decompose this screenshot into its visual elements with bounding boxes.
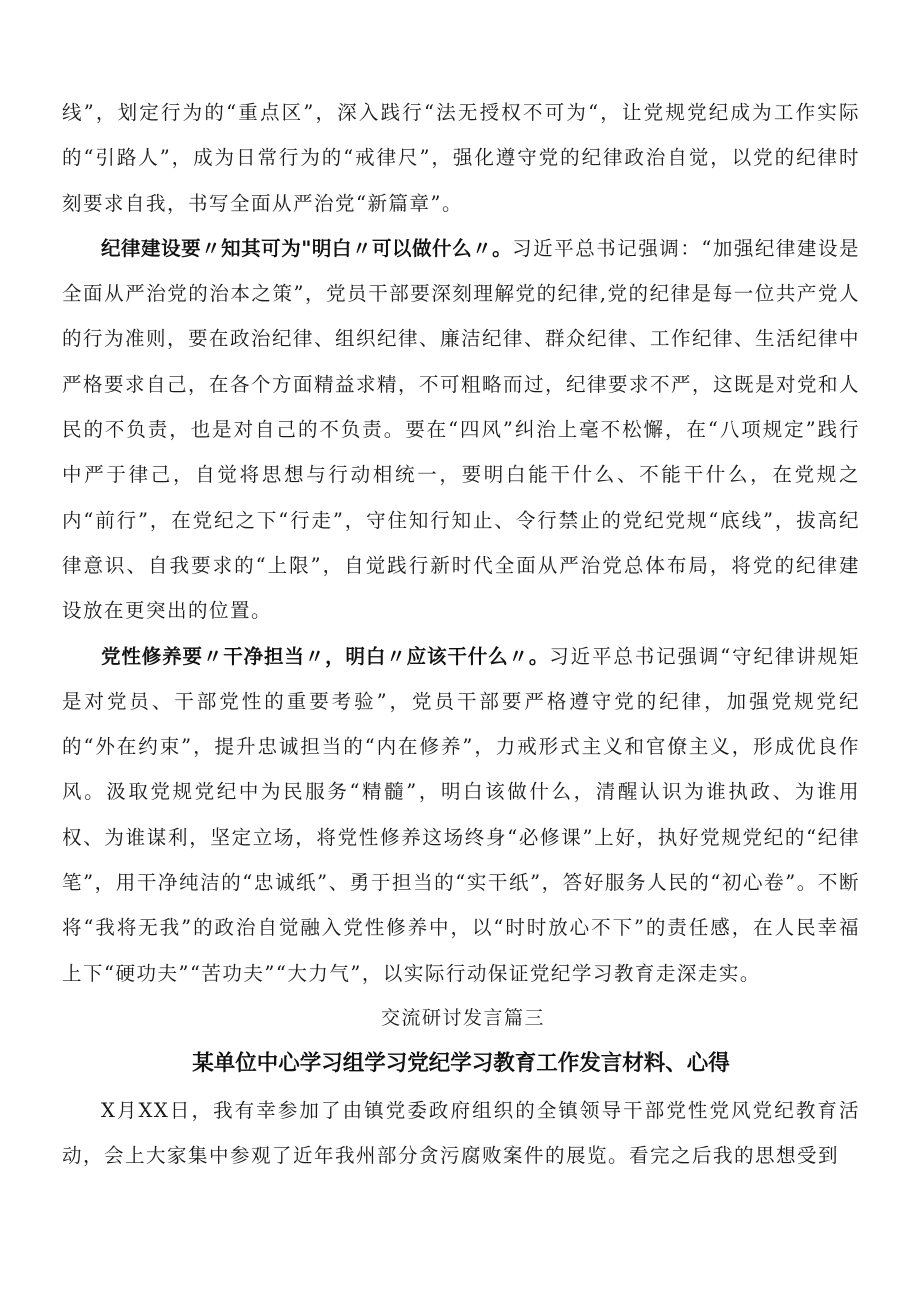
document-page: [62, 90, 860, 1179]
paragraph-opening: X月XX日，我有幸参加了由镇党委政府组织的全镇领导干部党性党风党纪教育活动，会上大家集中参观了近年我州部分贪污腐败案件的展览。看完之后我的思想受到: [62, 1098, 860, 1168]
paragraph-party-spirit: [62, 634, 860, 996]
paragraph-discipline-building: [62, 226, 860, 634]
paragraph-continuation: 线”，划定行为的“重点区”，深入践行“法无授权不可为“，让党规党纪成为工作实际的“引路人”，成为日常行为的“戒律尺”，强化遵守党的纪律政治自觉，以党的纪律时刻要求自我，书写全面从严治党“新篇章”。: [62, 101, 860, 215]
paragraph-lead-heading: 纪律建设要〃知其可为"明白〃可以做什么〃。: [101, 236, 513, 260]
paragraph-lead-heading: 党性修养要〃干净担当〃，明白〃应该干什么〃。: [101, 644, 550, 668]
paragraph-body: 习近平总书记强调“守纪律讲规矩是对党员、干部党性的重要考验”，党员干部要严格遵守党的纪律，加强党规党纪的“外在约束”，提升忠诚担当的“内在修养”，力戒形式主义和官僚主义，形成优良作风。汲取党规党纪中为民服务“精髓”，明白该做什么，清醒认识为谁执政、为谁用权、为谁谋利，坚定立场，将党性修养这场终身“必修课”上好，执好党规党纪的“纪律笔”，用干净纯洁的“忠诚纸”、勇于担当的“实干纸”，答好服务人民的“初心卷”。不断将“我将无我”的政治自觉融入党性修养中，以“时时放心不下”的责任感，在人民幸福上下“硬功夫”“苦功夫”“大力气”，以实际行动保证党纪学习教育走深走实。: [62, 644, 860, 985]
document-title: 某单位中心学习组学习党纪学习教育工作发言材料、心得: [192, 1050, 730, 1076]
paragraph-body: 习近平总书记强调：“加强纪律建设是全面从严治党的治本之策”，党员干部要深刻理解党的纪律,党的纪律是每一位共产党人的行为准则，要在政治纪律、组织纪律、廉洁纪律、群众纪律、工作纪律、生活纪律中严格要求自己，在各个方面精益求精，不可粗略而过，纪律要求不严，这既是对党和人民的不负责，也是对自己的不负责。要在“四风”纠治上毫不松懈，在“八项规定”践行中严于律己，自觉将思想与行动相统一，要明白能干什么、不能干什么，在党规之内“前行”，在党纪之下“行走”，守住知行知止、令行禁止的党纪党规“底线”，拔高纪律意识、自我要求的“上限”，自觉践行新时代全面从严治党总体布局，将党的纪律建设放在更突出的位置。: [62, 236, 861, 623]
section-label: 交流研讨发言篇三: [380, 1006, 545, 1029]
